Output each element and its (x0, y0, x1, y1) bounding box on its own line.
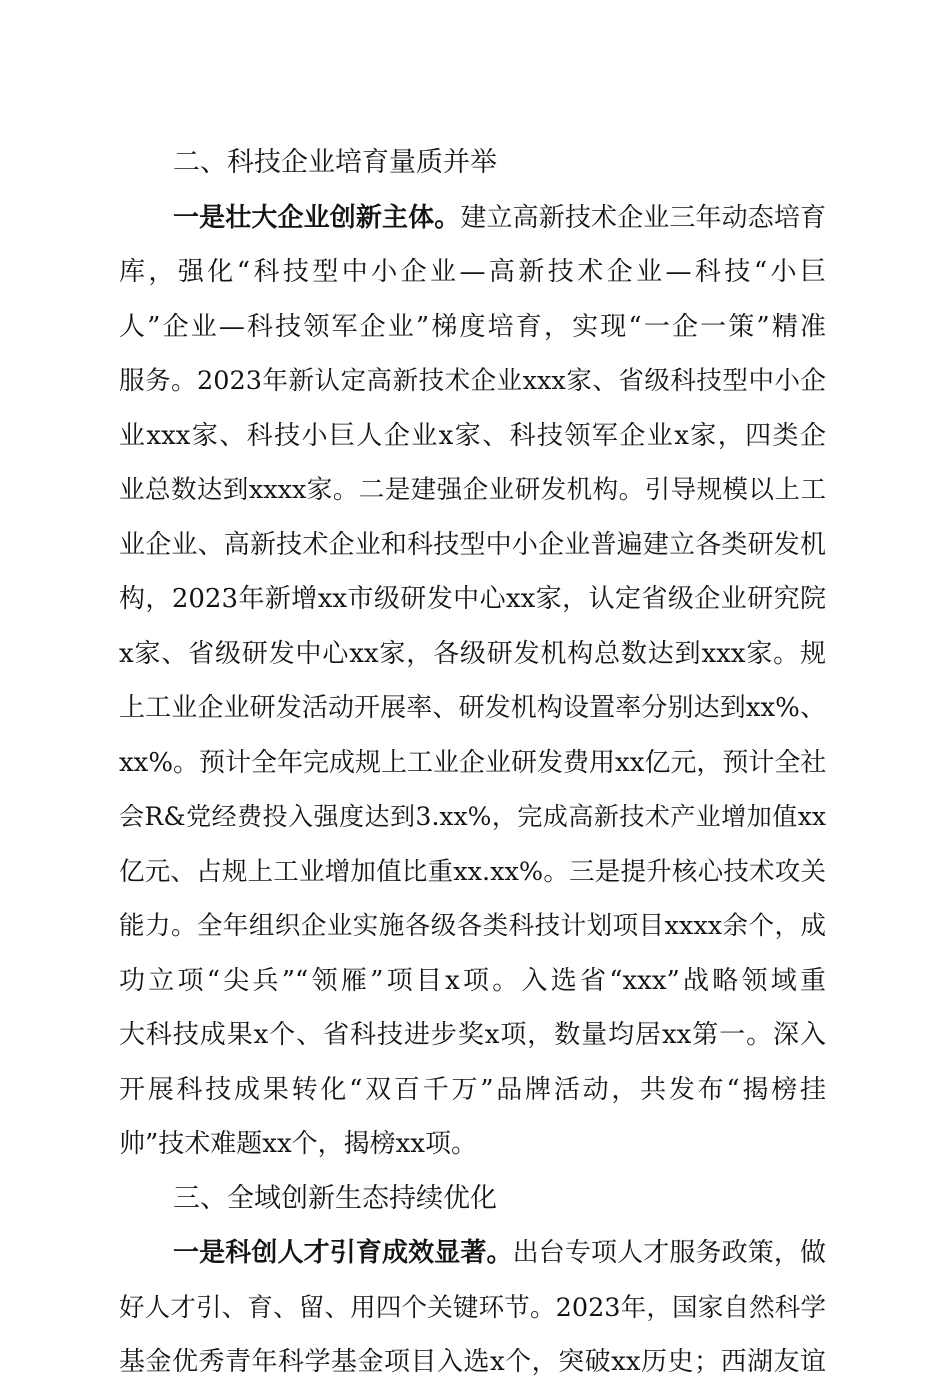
text-line: 人”企业—科技领军企业”梯度培育，实现“一企一策”精准 (119, 311, 826, 342)
text-line: 基金优秀青年科学基金项目入选x个，突破xx历史；西湖友谊 (119, 1347, 826, 1377)
text-line: 构，2023年新增xx市级研发中心xx家，认定省级企业研究院 (119, 584, 826, 614)
section-2-paragraph (119, 191, 826, 1172)
text-line: x家、省级研发中心xx家，各级研发机构总数达到xxx家。规 (119, 638, 826, 669)
section-heading-3: 三、全域创新生态持续优化 (173, 1182, 497, 1214)
text-line: 大科技成果x个、省科技进步奖x项，数量均居xx第一。深入 (119, 1020, 826, 1050)
bold-lead: 一是科创人才引育成效显著。 (173, 1238, 513, 1268)
text-line: 能力。全年组织企业实施各级各类科技计划项目xxxx余个，成 (119, 911, 826, 941)
line-text: 建立高新技术企业三年动态培育 (460, 202, 826, 233)
text-line: 服务。2023年新认定高新技术企业xxx家、省级科技型中小企 (119, 366, 826, 396)
text-line: 帅”技术难题xx个，揭榜xx项。 (119, 1129, 477, 1159)
section-3-paragraph (119, 1226, 826, 1390)
text-line: 功立项“尖兵”“领雁”项目x项。入选省“xxx”战略领域重 (119, 965, 826, 996)
text-line: 亿元、占规上工业增加值比重xx.xx%。三是提升核心技术攻关 (119, 856, 826, 887)
bold-lead: 一是壮大企业创新主体。 (173, 202, 461, 233)
document-body (119, 136, 826, 1390)
text-line: 业总数达到xxxx家。二是建强企业研发机构。引导规模以上工 (119, 475, 826, 505)
text-line: 业企业、高新技术企业和科技型中小企业普遍建立各类研发机 (119, 529, 826, 560)
text-line: 业xxx家、科技小巨人企业x家、科技领军企业x家，四类企 (119, 420, 826, 451)
text-line: xx%。预计全年完成规上工业企业研发费用xx亿元，预计全社 (119, 747, 827, 778)
section-heading-2: 二、科技企业培育量质并举 (173, 147, 497, 178)
text-line (119, 1226, 826, 1281)
text-line: 上工业企业研发活动开展率、研发机构设置率分别达到xx%、 (119, 693, 826, 723)
text-line: 库，强化“科技型中小企业—高新技术企业—科技“小巨 (119, 257, 826, 287)
text-line: 开展科技成果转化“双百千万”品牌活动，共发布“揭榜挂 (119, 1074, 826, 1105)
text-line (119, 191, 826, 246)
text-line: 会R&党经费投入强度达到3.xx%，完成高新技术产业增加值xx (119, 802, 826, 831)
text-line: 好人才引、育、留、用四个关键环节。2023年，国家自然科学 (119, 1292, 826, 1323)
line-text: 出台专项人才服务政策，做 (512, 1238, 826, 1268)
